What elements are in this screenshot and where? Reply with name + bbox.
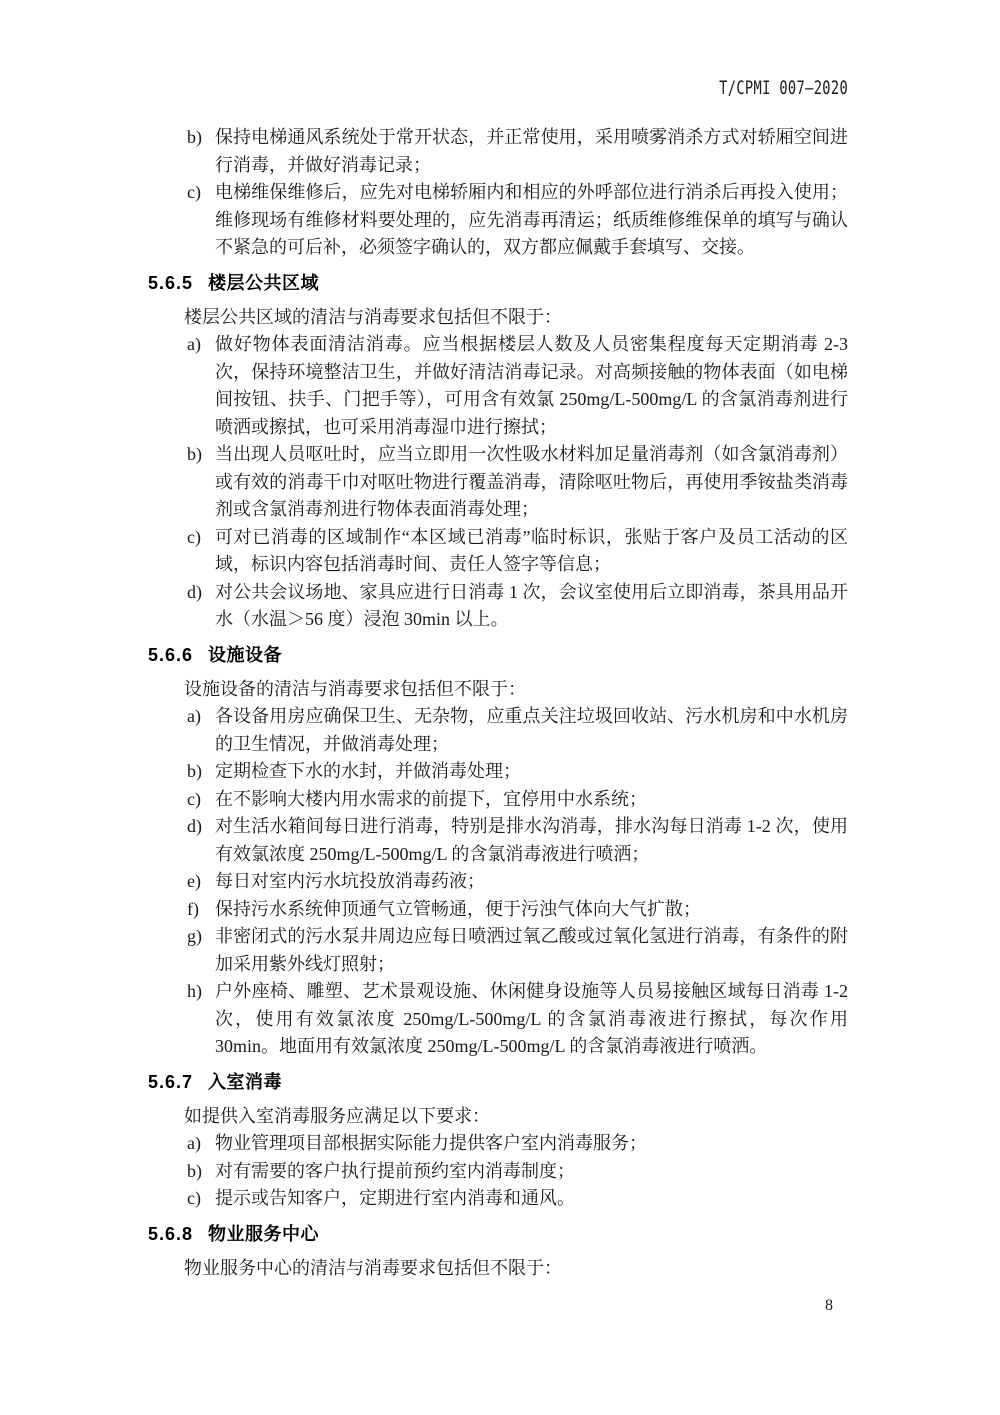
list-item-label: a): [187, 706, 201, 726]
list-item: [187, 1158, 848, 1186]
list-item-text: 物业管理项目部根据实际能力提供客户室内消毒服务；: [215, 1133, 647, 1153]
section-title: 物业服务中心: [208, 1223, 319, 1244]
list-item-label: e): [187, 871, 201, 891]
list-item-label: c): [187, 788, 201, 809]
list-item-text: 各设备用房应确保卫生、无杂物，应重点关注垃圾回收站、污水机房和中水机房的卫生情况，并做消毒处理；: [215, 706, 848, 754]
list-item-text: 在不影响大楼内用水需求的前提下，宜停用中水系统；: [215, 788, 647, 809]
list-item-label: f): [187, 898, 199, 919]
section-number: 5.6.7: [148, 1071, 194, 1092]
section-heading-568: [148, 1221, 848, 1247]
list-item-text: 户外座椅、雕塑、艺术景观设施、休闲健身设施等人员易接触区域每日消毒 1-2 次，使用有效氯浓度 250mg/L-500mg/L 的含氯消毒液进行擦拭，每次作用 30min。地面用有效氯浓度 250mg/L-500mg/L 的含氯消毒液进行喷洒。: [215, 981, 848, 1056]
list-item-text: 可对已消毒的区域制作“本区域已消毒”临时标识，张贴于客户及员工活动的区域，标识内容包括消毒时间、责任人签字等信息；: [215, 526, 848, 574]
list-item: [187, 331, 848, 441]
list-item-label: b): [187, 1160, 202, 1181]
standard-number: T/CPMI 007—2020: [719, 77, 848, 99]
list-item-label: b): [187, 761, 202, 781]
list-item-label: b): [187, 127, 202, 147]
section-intro-paragraph: 如提供入室消毒服务应满足以下要求：: [184, 1105, 490, 1126]
list-item-label: a): [187, 334, 201, 354]
section-title: 设施设备: [208, 644, 282, 665]
list-item: [187, 758, 848, 786]
list-item-label: h): [187, 981, 202, 1001]
clause-list-indoor-disinfection: [187, 1130, 848, 1213]
list-item-text: 做好物体表面清洁消毒。应当根据楼层人数及人员密集程度每天定期消毒 2-3 次，保持环境整洁卫生，并做好清洁消毒记录。对高频接触的物体表面（如电梯间按钮、扶手、门把手等），可用含有效氯 250mg/L-500mg/L 的含氯消毒剂进行喷洒或擦拭，也可采用消毒湿巾进行擦拭；: [215, 334, 848, 437]
list-item-text: 定期检查下水的水封，并做消毒处理；: [215, 761, 521, 781]
clause-list-elevator: [187, 124, 848, 262]
section-heading-567: [148, 1069, 848, 1095]
list-item-label: c): [187, 1188, 201, 1208]
list-item-text: 当出现人员呕吐时，应当立即用一次性吸水材料加足量消毒剂（如含氯消毒剂）或有效的消毒干巾对呕吐物进行覆盖消毒，清除呕吐物后，再使用季铵盐类消毒剂或含氯消毒剂进行物体表面消毒处理；: [215, 444, 848, 519]
list-item: [187, 923, 848, 978]
section-intro-paragraph: 设施设备的清洁与消毒要求包括但不限于：: [184, 678, 526, 699]
list-item-label: b): [187, 444, 202, 464]
list-item: [187, 579, 848, 634]
list-item-label: c): [187, 182, 201, 202]
list-item: [187, 978, 848, 1061]
list-item-label: c): [187, 526, 201, 547]
list-item: [187, 179, 848, 262]
list-item-text: 对公共会议场地、家具应进行日消毒 1 次，会议室使用后立即消毒，茶具用品开水（水温＞56 度）浸泡 30min 以上。: [215, 581, 848, 629]
list-item-label: d): [187, 581, 202, 602]
clause-list-facilities: [187, 703, 848, 1061]
list-item: [187, 1185, 848, 1213]
list-item-text: 电梯维保维修后，应先对电梯轿厢内和相应的外呼部位进行消杀后再投入使用；维修现场有维修材料要处理的，应先消毒再清运；纸质维修维保单的填写与确认不紧急的可后补，必须签字确认的，双方都应佩戴手套填写、交接。: [215, 182, 848, 257]
list-item: [187, 813, 848, 868]
list-item-label: g): [187, 926, 202, 946]
list-item: [187, 703, 848, 758]
section-title: 入室消毒: [208, 1071, 282, 1092]
list-item: [187, 786, 848, 814]
list-item-label: a): [187, 1133, 201, 1153]
document-content: [148, 124, 848, 1282]
list-item-text: 非密闭式的污水泵井周边应每日喷洒过氧乙酸或过氧化氢进行消毒，有条件的附加采用紫外线灯照射；: [215, 926, 848, 974]
list-item: [187, 441, 848, 524]
list-item-text: 保持污水系统伸顶通气立管畅通，便于污浊气体向大气扩散；: [215, 898, 701, 919]
document-header: [0, 0, 848, 97]
list-item: [187, 896, 848, 924]
section-title: 楼层公共区域: [208, 272, 319, 293]
list-item-label: d): [187, 816, 202, 836]
list-item-text: 提示或告知客户，定期进行室内消毒和通风。: [215, 1188, 575, 1208]
list-item-text: 每日对室内污水坑投放消毒药液；: [215, 871, 485, 891]
section-intro-paragraph: 楼层公共区域的清洁与消毒要求包括但不限于：: [184, 306, 562, 327]
list-item: [187, 124, 848, 179]
section-number: 5.6.5: [148, 272, 194, 293]
page-number: 8: [825, 1297, 833, 1314]
list-item-text: 对生活水箱间每日进行消毒，特别是排水沟消毒，排水沟每日消毒 1-2 次，使用有效氯浓度 250mg/L-500mg/L 的含氯消毒液进行喷洒；: [215, 816, 848, 864]
section-intro-paragraph: 物业服务中心的清洁与消毒要求包括但不限于：: [184, 1257, 562, 1278]
section-heading-565: [148, 270, 848, 296]
list-item: [187, 524, 848, 579]
list-item: [187, 868, 848, 896]
list-item: [187, 1130, 848, 1158]
list-item-text: 保持电梯通风系统处于常开状态，并正常使用，采用喷雾消杀方式对轿厢空间进行消毒，并做好消毒记录；: [215, 127, 848, 175]
section-number: 5.6.8: [148, 1223, 194, 1244]
section-number: 5.6.6: [148, 644, 194, 665]
section-heading-566: [148, 642, 848, 668]
list-item-text: 对有需要的客户执行提前预约室内消毒制度；: [215, 1160, 575, 1181]
clause-list-floor-public-area: [187, 331, 848, 634]
